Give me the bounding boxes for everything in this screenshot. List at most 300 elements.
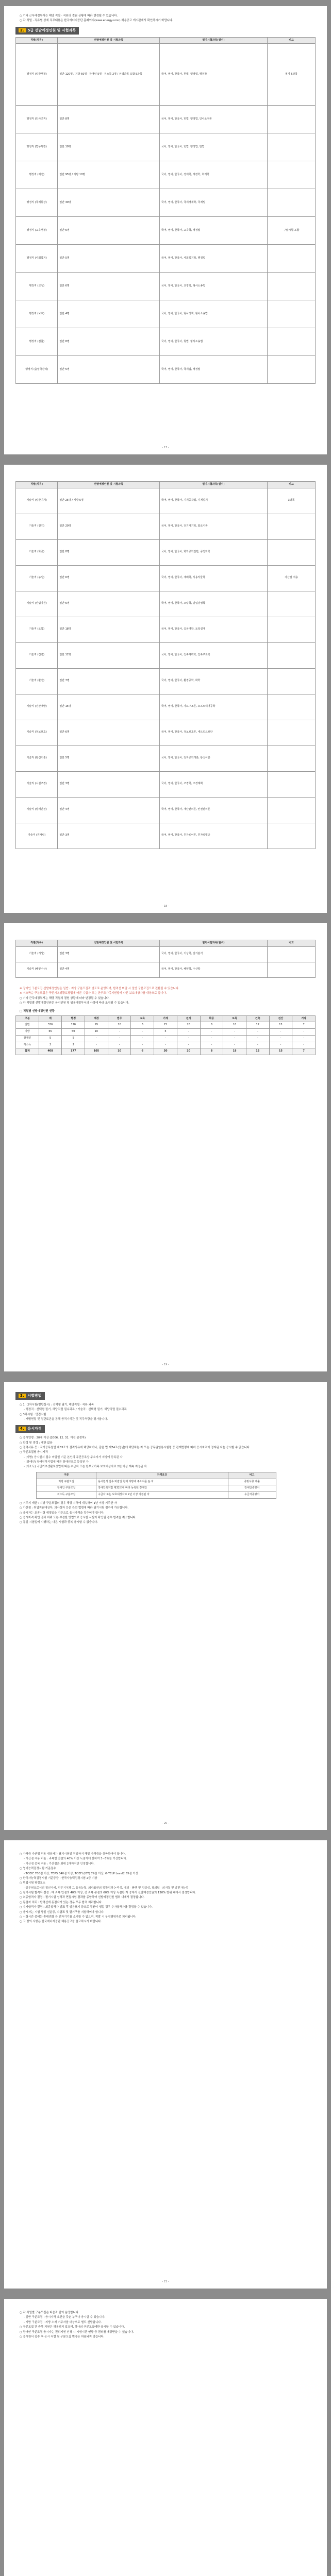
table-cell: -	[200, 1029, 223, 1036]
table-row	[16, 217, 316, 245]
table-cell: -	[223, 1042, 246, 1048]
table-cell	[268, 273, 316, 300]
table-cell: 국어, 영어, 한국사, 전기자기학, 회로이론	[159, 514, 267, 539]
table-cell: 기술직 (건축)	[16, 642, 58, 668]
table-cell: 응시원서 접수 마감일 현재 지방에 주소지를 둔 자	[96, 1479, 228, 1485]
table-cell	[268, 189, 316, 217]
table-cell: 국어, 영어, 한국사, 원자로이론, 원자력법규	[159, 823, 267, 849]
table-row	[16, 245, 316, 273]
table-header-cell: 비고	[268, 37, 316, 44]
table-cell: 기술직 (토목)	[16, 617, 58, 642]
table-cell: -	[131, 1035, 154, 1042]
table-cell: 일반 3명	[58, 946, 160, 962]
table-cell: 일반 5명	[58, 356, 160, 384]
table-cell: 국어, 영어, 한국사, 국제경제학, 국제법	[159, 189, 267, 217]
table-cell: 10	[85, 1029, 108, 1036]
table-cell: 15	[269, 1048, 292, 1055]
table-cell: 20	[177, 1048, 200, 1055]
table-cell: 일반 25명 / 지방 5명	[58, 488, 160, 514]
positions-table	[15, 37, 316, 384]
table-cell: 일반 30명	[58, 189, 160, 217]
table-cell: 일반 15명	[58, 694, 160, 720]
table-header-cell: 건축	[246, 1015, 269, 1022]
table-cell: 행정직 (교육행정)	[16, 217, 58, 245]
text-line: ○ 결격사유 등 : 국가공무원법 제33조의 결격사유에 해당하거나, 같은 법 제74조(정년)에 해당하는 자 또는 공무원임용시험령 등 관계법령에 따라 응시자격이 정지된 자는 응시할 수 없습니다.	[20, 1446, 251, 1449]
table-cell: 행정직 (재경)	[16, 161, 58, 189]
table-cell: 장애인 구분모집	[37, 1485, 96, 1492]
table-cell: 국어, 영어, 한국사, 경제학, 재정학, 회계학	[159, 161, 267, 189]
table-cell: 지방 구분모집	[37, 1479, 96, 1485]
table-cell: 일반 6명	[58, 217, 160, 245]
text-line: - 가산점 중복 적용 : 가산점은 최대 2개까지만 인정합니다.	[24, 1862, 95, 1866]
table-cell: 7	[292, 1048, 316, 1055]
table-header-cell: 화공	[200, 1015, 223, 1022]
table-cell: 일반 6명	[58, 565, 160, 591]
stat-table-title: □ 직렬별 선발예정인원 현황	[20, 1010, 55, 1013]
table-row	[16, 356, 316, 384]
table-cell: -	[85, 1035, 108, 1042]
table-row	[16, 771, 316, 797]
table-cell: 일반 5명	[58, 745, 160, 771]
text-line: ○ 필기시험 합격자 결정 : 매 과목 만점의 40% 이상, 전 과목 총점의 60% 이상 득점한 자 중에서 선발예정인원의 130% 범위 내에서 결정합니다.	[20, 1891, 196, 1894]
table-cell	[268, 617, 316, 642]
table-header-cell: 필기시험과목(필수)	[159, 940, 267, 947]
text-line: ○ 동점자 처리 : 합격선에 동점자가 있는 경우 모두 합격 처리합니다.	[20, 1901, 103, 1904]
table-cell: -	[177, 1042, 200, 1048]
text-line: ○ 그 밖의 사항은 한국에너지공단 채용공고를 참고하시기 바랍니다.	[20, 1920, 102, 1924]
table-cell: -	[269, 1035, 292, 1042]
table-cell: 국어, 영어, 한국사, 헌법, 행정법, 행정학	[159, 44, 267, 106]
text-line: ○ 장애인 구분모집 응시자는 편의지원 신청 시 시험시간 연장 등 편의를 제공받을 수 있습니다.	[20, 2330, 134, 2334]
table-row	[16, 300, 316, 328]
table-cell	[268, 668, 316, 694]
table-cell: 30	[154, 1048, 177, 1055]
table-row	[16, 488, 316, 514]
table-cell	[268, 946, 316, 962]
table-cell: 일반 4명	[58, 797, 160, 823]
table-header-cell: 기계	[154, 1015, 177, 1022]
table-header-cell: 기타	[292, 1015, 316, 1022]
table-cell: 국어, 영어, 한국사, 사회복지학, 행정법	[159, 245, 267, 273]
table-header-cell: 직렬(직류)	[16, 940, 58, 947]
table-cell: 6	[131, 1048, 154, 1055]
table-cell: 국어, 영어, 한국사, 환경공학, 화학	[159, 668, 267, 694]
text-line: ○ 1 · 2차시험(병합실시) : 선택형 필기, 해당직렬 · 직류 과목	[20, 1403, 94, 1406]
table-cell: -	[200, 1042, 223, 1048]
table-cell: -	[108, 1029, 131, 1036]
text-line: - (장애인) 장애인복지법에 따른 장애인으로 등록된 자	[24, 1461, 89, 1464]
table-cell: 장애인증명서	[228, 1485, 276, 1492]
table-cell: 국어, 영어, 한국사, 재배학, 식용작물학	[159, 565, 267, 591]
table-cell: 국어, 영어, 한국사, 재난관리론, 안전관리론	[159, 797, 267, 823]
table-cell: 국어, 영어, 한국사, 형법, 형사소송법	[159, 328, 267, 356]
table-row	[16, 797, 316, 823]
table-cell: 국어, 영어, 한국사, 헌법, 행정법, 민법	[159, 133, 267, 161]
table-cell	[268, 245, 316, 273]
table-cell: 5	[39, 1035, 62, 1042]
table-cell: 국어, 영어, 한국사, 응용역학, 토목설계	[159, 617, 267, 642]
text-line: ○ 한국사능력검정시험 기준등급 : 한국사능력검정시험 2급 이상	[20, 1876, 97, 1880]
table-cell	[268, 328, 316, 356]
text-line: ○ 동일 시험일에 시행하는 다른 시험과 중복 응시할 수 없습니다.	[20, 1521, 98, 1524]
table-cell: 기술직 (농업)	[16, 565, 58, 591]
page-number: - 21 -	[162, 2280, 169, 2284]
table-cell	[268, 745, 316, 771]
table-cell: 7	[292, 1022, 316, 1029]
table-cell: 18	[223, 1048, 246, 1055]
table-cell: 일반 95명 / 지방 10명	[58, 161, 160, 189]
table-cell: 일반 6명	[58, 591, 160, 617]
page-5	[4, 1840, 327, 2289]
table-header-cell: 선발예정인원 및 시험과목	[58, 482, 160, 488]
table-cell: 10	[108, 1022, 131, 1029]
page-number: - 18 -	[162, 905, 169, 908]
table-cell: 65	[39, 1029, 62, 1036]
section-heading: 2. 5급 선발예정인원 및 시험과목	[15, 27, 79, 35]
text-line: ○ 최종합격자 결정 : 필기시험 성적과 면접시험 결과를 종합하여 선발예정인원 범위 내에서 결정합니다.	[20, 1896, 145, 1900]
page-6	[4, 2299, 327, 2576]
table-row	[16, 962, 316, 977]
table-row	[16, 946, 316, 962]
table-cell: 408	[39, 1048, 62, 1055]
table-cell: -	[154, 1042, 177, 1048]
table-cell: -	[108, 1035, 131, 1042]
table-cell	[268, 823, 316, 849]
table-cell: -	[292, 1035, 316, 1042]
table-row	[37, 1479, 276, 1485]
table-cell: 20	[177, 1022, 200, 1029]
text-line: ○ 구분모집 간 중복 지원은 허용되지 않으며, 하나의 구분모집에만 응시할 수 있습니다.	[20, 2326, 125, 2329]
table-header-cell: 행정	[62, 1015, 85, 1022]
table-header-cell: 직렬(직류)	[16, 482, 58, 488]
table-row	[16, 1029, 316, 1036]
table-cell: -	[154, 1035, 177, 1042]
table-cell: 일반 5명	[58, 245, 160, 273]
table-cell: 국어, 영어, 한국사, 기계공작법, 기계설계	[159, 488, 267, 514]
table-cell: -	[177, 1029, 200, 1036]
table-cell: 기술직 (방재안전)	[16, 797, 58, 823]
table-row	[16, 328, 316, 356]
table-row	[16, 1022, 316, 1029]
table-cell: 행정직 (사회복지)	[16, 245, 58, 273]
table-cell	[268, 642, 316, 668]
table-cell	[268, 962, 316, 977]
table-row	[16, 539, 316, 565]
table-cell: 95	[85, 1022, 108, 1029]
table-cell: 2	[39, 1042, 62, 1048]
table-cell: 기술직 (시설조경)	[16, 771, 58, 797]
table-cell: 6	[131, 1022, 154, 1029]
table-header-cell: 직렬(직류)	[16, 37, 58, 44]
table-cell	[268, 106, 316, 133]
note-line: ○ 각 직렬별 선발예정인원은 응시인원 및 임용예정부서의 사정에 따라 조정될 수 있습니다.	[20, 1001, 129, 1005]
table-cell: 일반 8명	[58, 539, 160, 565]
table-cell: -	[292, 1042, 316, 1048]
table-cell: -	[177, 1035, 200, 1042]
table-cell: 일반 6명	[58, 720, 160, 745]
table-cell: 국어, 영어, 한국사, 조경학, 조경계획	[159, 771, 267, 797]
text-line: ○ 구분모집별 응시자격	[20, 1451, 48, 1454]
text-line: ○ 각 직렬별 구분모집은 다음과 같이 운영합니다.	[20, 2311, 79, 2314]
table-header-cell: 재경	[85, 1015, 108, 1022]
text-line: - 가산점 적용 비율 : 과목별 만점의 40% 이상 득점자에 한하여 3~5%를 가산합니다.	[24, 1857, 127, 1861]
table-cell: -	[269, 1042, 292, 1048]
table-cell: 8	[200, 1022, 223, 1029]
table-cell: 50	[62, 1029, 85, 1036]
table-cell: 기술직 (원자력)	[16, 823, 58, 849]
table-cell: 기술직 (정보보호)	[16, 720, 58, 745]
table-cell: 기술직 (화공)	[16, 539, 58, 565]
table-row	[16, 565, 316, 591]
text-line: - 행정직 : 선택형 필기, 해당직렬 필수과목 / 기술직 : 선택형 필기, 해당직렬 필수과목	[24, 1408, 127, 1412]
text-line: - (지방) 응시원서 접수 마감일 기준 본인의 주민등록상 주소지가 지방에 등록된 자	[24, 1455, 123, 1459]
table-cell: 18	[223, 1022, 246, 1029]
table-cell: 일반 120명 / 지방 50명 · 장애인 5명 · 저소득 2명 / 선택과목 포함 5과목	[58, 44, 160, 106]
table-cell	[268, 539, 316, 565]
table-row	[37, 1485, 276, 1492]
table-cell: -	[200, 1035, 223, 1042]
text-line: ○ 응시연령 : 20세 이상 (2006. 12. 31. 이전 출생자)	[20, 1436, 86, 1440]
table-cell: 일반 4명	[58, 962, 160, 977]
table-cell: 120	[62, 1022, 85, 1029]
text-line: - 공무원으로서의 정신자세, 전문지식과 그 응용능력, 의사표현의 정확성과 논리성, 예의 · 품행 및 성실성, 창의력 · 의지력 및 발전가능성	[24, 1886, 189, 1890]
text-line: ○ 응시자는 시험 당일 신분증, 수험표 및 필기구를 지참하여야 합니다.	[20, 1910, 105, 1914]
table-cell: 국어, 영어, 한국사, 정보보호론, 네트워크보안	[159, 720, 267, 745]
text-line: ○ 3차시험 : 면접시험	[20, 1413, 46, 1416]
table-cell: -	[246, 1035, 269, 1042]
table-header-cell: 구분	[37, 1472, 96, 1479]
section-heading: 4. 응시자격	[15, 1425, 45, 1433]
table-header-cell: 비고	[228, 1472, 276, 1479]
table-cell: 기술직 (전산개발)	[16, 694, 58, 720]
table-cell: 일반	[16, 1022, 39, 1029]
table-cell: 일반 20명	[58, 514, 160, 539]
table-cell	[268, 161, 316, 189]
table-cell: 기술직 (산림자원)	[16, 591, 58, 617]
table-cell: -	[223, 1029, 246, 1036]
table-cell: 행정직 (법무행정)	[16, 133, 58, 161]
section-heading: 3. 시험방법	[15, 1392, 45, 1400]
table-cell: 국어, 영어, 한국사, 해양학, 수산학	[159, 962, 267, 977]
table-cell: -	[85, 1042, 108, 1048]
table-cell: 증빙서류 제출	[228, 1479, 276, 1485]
table-header-cell: 전기	[177, 1015, 200, 1022]
table-cell: 국어, 영어, 한국사, 기상학, 일기분석	[159, 946, 267, 962]
table-cell	[268, 133, 316, 161]
table-cell	[268, 356, 316, 384]
text-line: - TOEIC 700점 이상, TEPS 340점 이상, TOEFL(IBT) 79점 이상, G-TELP Level2 65점 이상	[24, 1872, 138, 1875]
table-cell: 구술시험 포함	[268, 217, 316, 245]
table-cell: 일반 12명	[58, 642, 160, 668]
table-cell: -	[269, 1029, 292, 1036]
table-cell: 장애인복지법 제32조에 따라 등록된 장애인	[96, 1485, 228, 1492]
table-cell: 12	[246, 1048, 269, 1055]
table-cell: -	[246, 1042, 269, 1048]
table-cell: 수급자 또는 보호대상자로 2년 이상 지정된 자	[96, 1492, 228, 1499]
table-cell: 25	[154, 1022, 177, 1029]
table-row	[16, 823, 316, 849]
requirements-table	[36, 1472, 276, 1499]
text-line: ○ 응시자격 확인 결과 허위 또는 부정한 방법으로 응시한 사실이 확인될 경우 합격을 취소합니다.	[20, 1516, 137, 1519]
table-row	[16, 1048, 316, 1055]
table-cell: 행정직 (인사조직)	[16, 106, 58, 133]
table-cell: 국어, 영어, 한국사, 자료구조론, 소프트웨어공학	[159, 694, 267, 720]
table-cell: 일반 10명	[58, 133, 160, 161]
text-line: ○ 영어능력검정시험 기준점수	[20, 1867, 56, 1871]
table-cell	[268, 591, 316, 617]
table-cell: 합계	[16, 1048, 39, 1055]
page-3	[4, 923, 327, 1371]
table-cell: 행정직 (보호)	[16, 300, 58, 328]
table-header-cell: 필기시험과목(필수)	[159, 482, 267, 488]
table-cell: -	[131, 1042, 154, 1048]
table-cell: 177	[62, 1048, 85, 1055]
text-line: ○ 응시자는 최종시험 예정일을 기준으로 응시자격을 갖추어야 합니다.	[20, 1511, 105, 1515]
page-number: - 19 -	[162, 1363, 169, 1367]
table-cell: 일반 3명	[58, 771, 160, 797]
note-line: ○ 기타 근무예정부서는 해당 직렬의 결원 상황에 따라 변경될 수 있습니다.	[20, 996, 110, 1000]
table-cell: 일반 8명	[58, 106, 160, 133]
text-line: ○ 거주지 제한 : 지방 구분모집의 경우 해당 지역에 계속하여 1년 이상 거주한 자	[20, 1501, 117, 1505]
table-cell: 국어, 영어, 한국사, 조림학, 임업경영학	[159, 591, 267, 617]
text-line: - (저소득) 국민기초생활보장법에 따른 수급자 또는 한부모가족 보호대상자로 2년 이상 계속 지정된 자	[24, 1465, 147, 1469]
table-row	[16, 694, 316, 720]
table-cell: 8	[200, 1048, 223, 1055]
table-cell: 12	[246, 1022, 269, 1029]
table-cell: 5	[62, 1035, 85, 1042]
table-cell: 기술직 (전기)	[16, 514, 58, 539]
table-cell: 기술직 (통신기술)	[16, 745, 58, 771]
table-cell: 기술직 (환경)	[16, 668, 58, 694]
table-row	[16, 668, 316, 694]
table-row	[16, 133, 316, 161]
stat-table	[15, 1015, 316, 1056]
table-cell	[268, 797, 316, 823]
table-cell: 기술직 (일반기계)	[16, 488, 58, 514]
table-cell: 장애인	[16, 1035, 39, 1042]
table-cell: 국어, 영어, 한국사, 화학공학일반, 공업화학	[159, 539, 267, 565]
text-line: - 일반 구분모집 : 응시자격 요건을 갖춘 누구나 응시할 수 있습니다.	[24, 2316, 106, 2319]
table-header-cell: 교육	[131, 1015, 154, 1022]
table-cell: 행정직 (국제통상)	[16, 189, 58, 217]
table-header-cell: 법무	[108, 1015, 131, 1022]
table-cell: 행정직 (일반행정)	[16, 44, 58, 106]
page-4	[4, 1382, 327, 1830]
table-cell: 국어, 영어, 한국사, 건축계획학, 건축구조학	[159, 642, 267, 668]
table-cell: 기술직 (기상)	[16, 946, 58, 962]
table-header-cell: 자격요건	[96, 1472, 228, 1479]
table-row	[16, 273, 316, 300]
table-cell: 국어, 영어, 한국사, 교육학, 행정법	[159, 217, 267, 245]
table-cell: 5	[154, 1029, 177, 1036]
table-cell: 일반 7명	[58, 668, 160, 694]
text-line: ○ 응시원서 접수 후 응시 직렬 및 구분모집 변경은 허용되지 않습니다.	[20, 2335, 105, 2338]
table-cell: 일반 18명	[58, 617, 160, 642]
table-row	[16, 591, 316, 617]
table-cell: 15	[269, 1022, 292, 1029]
text-line: ○ 시험시간 중에는 휴대전화 등 전자기기를 소지할 수 없으며, 적발 시 부정행위자로 처리됩니다.	[20, 1915, 137, 1919]
table-cell: 저소득 구분모집	[37, 1492, 96, 1499]
table-cell	[268, 514, 316, 539]
table-row	[16, 106, 316, 133]
table-cell	[268, 300, 316, 328]
table-cell: 105	[85, 1048, 108, 1055]
table-cell: -	[108, 1042, 131, 1048]
table-cell: 일반 6명	[58, 273, 160, 300]
table-header-cell: 선발예정인원 및 시험과목	[58, 37, 160, 44]
table-cell: 수급자증명서	[228, 1492, 276, 1499]
table-row	[16, 161, 316, 189]
positions-table	[15, 940, 316, 978]
table-cell: 기술직 (해양수산)	[16, 962, 58, 977]
table-cell: 필기 5과목	[268, 44, 316, 106]
table-header-cell: 선발예정인원 및 시험과목	[58, 940, 160, 947]
table-cell: -	[292, 1029, 316, 1036]
text-line: ○ 가산점 : 취업지원대상자, 의사상자 등은 관련 법령에 따라 필기시험 점수에 가산합니다.	[20, 1506, 129, 1510]
table-row	[16, 720, 316, 745]
table-header-cell: 필기시험과목(필수)	[159, 37, 267, 44]
table-cell: 가산점 적용	[268, 565, 316, 591]
text-line: ○ 자격증 가산점 적용 대상자는 필기시험일 전일까지 해당 자격증을 취득하여야 합니다.	[20, 1853, 126, 1856]
table-cell: 일반 3명	[58, 823, 160, 849]
table-cell: 336	[39, 1022, 62, 1029]
table-row	[16, 745, 316, 771]
table-row	[16, 642, 316, 668]
note-line: ※ 장애인 구분모집 선발예정인원은 일반 · 지방 구분모집과 별도로 운영되며, 합격선 미달 시 일반 구분모집으로 전환될 수 있습니다.	[20, 987, 179, 990]
table-cell: 행정직 (출입국관리)	[16, 356, 58, 384]
table-row	[16, 617, 316, 642]
table-header-cell: 토목	[223, 1015, 246, 1022]
table-cell: 3과목	[268, 488, 316, 514]
table-row	[37, 1492, 276, 1499]
text-line: ○ 학력 및 경력 : 제한 없음	[20, 1441, 53, 1445]
table-cell: -	[223, 1035, 246, 1042]
table-cell: 일반 8명	[58, 328, 160, 356]
table-cell: 국어, 영어, 한국사, 국제법, 행정법	[159, 356, 267, 384]
table-cell: 행정직 (교정)	[16, 273, 58, 300]
intro-line: ○ 각 직렬 · 직류별 상세 직무내용은 한국에너지공단 홈페이지(www.energy.or.kr) 채용공고 게시판에서 확인하시기 바랍니다.	[20, 19, 173, 23]
table-cell: 국어, 영어, 한국사, 헌법, 행정법, 인사조직론	[159, 106, 267, 133]
table-row	[16, 1042, 316, 1048]
table-row	[16, 189, 316, 217]
text-line: ○ 면접시험 평정요소	[20, 1882, 45, 1885]
text-line: - 지방 구분모집 : 지방 소재 거주자를 대상으로 별도 선발합니다.	[24, 2320, 102, 2324]
note-line: ※ 저소득층 구분모집은 국민기초생활보장법에 따른 수급자 또는 한부모가족지원법에 따른 보호대상자를 대상으로 합니다.	[20, 992, 167, 995]
table-cell	[268, 771, 316, 797]
page-number: - 17 -	[162, 446, 169, 450]
table-cell	[268, 694, 316, 720]
table-cell: 10	[108, 1048, 131, 1055]
table-cell: 저소득	[16, 1042, 39, 1048]
page-1	[4, 6, 327, 454]
page-2	[4, 465, 327, 913]
table-cell: 행정직 (검찰)	[16, 328, 58, 356]
table-cell: 국어, 영어, 한국사, 형사정책, 형사소송법	[159, 300, 267, 328]
table-cell: -	[131, 1029, 154, 1036]
table-cell: 2	[62, 1042, 85, 1048]
table-header-cell: 비고	[268, 940, 316, 947]
table-cell: -	[246, 1029, 269, 1036]
table-header-cell: 구분	[16, 1015, 39, 1022]
table-header-cell: 비고	[268, 482, 316, 488]
text-line: ○ 추가합격자 결정 : 최종합격자 발표 후 임용포기 등으로 결원이 생길 경우 추가합격자를 결정할 수 있습니다.	[20, 1906, 153, 1909]
table-row	[16, 514, 316, 539]
text-line: - 개별면접 및 집단토론을 통해 공직가치관 및 직무역량을 평가합니다.	[24, 1417, 108, 1421]
page-number: - 20 -	[162, 1822, 169, 1825]
intro-line: ○ 기타 근무예정부서는 해당 직렬 · 직류의 결원 상황에 따라 변경될 수 있습니다.	[20, 14, 118, 18]
table-cell: 지방	[16, 1029, 39, 1036]
table-row	[16, 1035, 316, 1042]
